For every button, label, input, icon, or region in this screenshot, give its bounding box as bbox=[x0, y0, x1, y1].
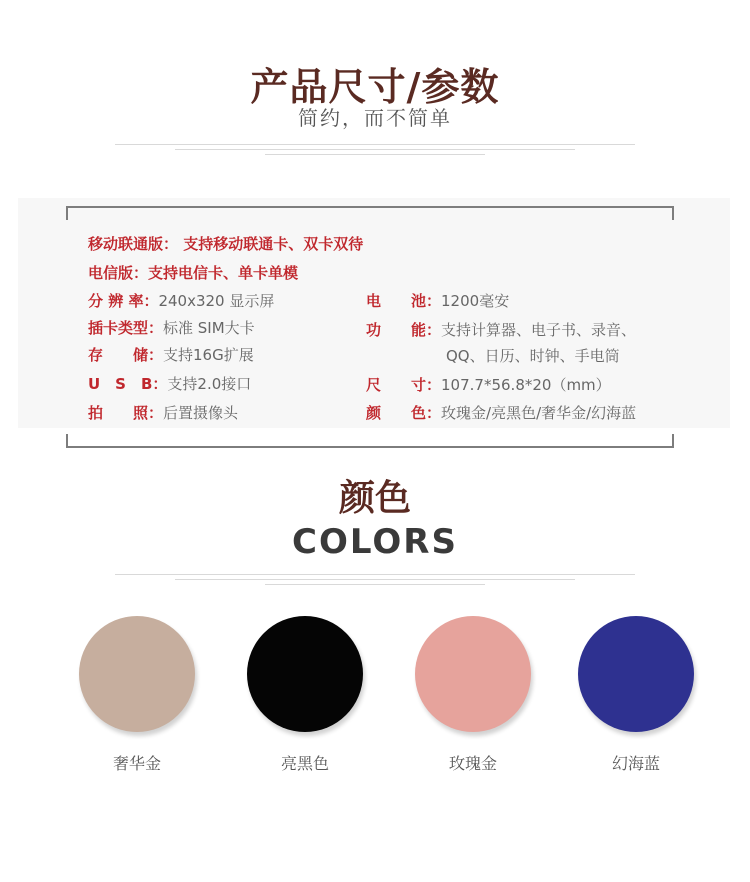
page-title: 产品尺寸/参数 bbox=[250, 64, 500, 109]
spec-row-usb bbox=[88, 373, 251, 394]
swatch-bright-black bbox=[247, 616, 363, 732]
spec-value: 107.7*56.8*20（mm） bbox=[441, 376, 611, 394]
decorative-text-lines bbox=[115, 142, 635, 160]
decorative-text-lines bbox=[115, 572, 635, 590]
swatch-fantasy-blue bbox=[578, 616, 694, 732]
swatch-label: 玫瑰金 bbox=[448, 754, 497, 773]
frame-corner-bottom-right bbox=[660, 434, 674, 448]
spec-value: 玫瑰金/亮黑色/奢华金/幻海蓝 bbox=[441, 404, 637, 422]
swatch-label: 幻海蓝 bbox=[611, 754, 660, 773]
page-subtitle: 简约，而不简单 bbox=[298, 106, 452, 130]
spec-row-color bbox=[366, 402, 636, 423]
frame-corner-top-left bbox=[66, 206, 80, 220]
spec-value: 1200毫安 bbox=[441, 292, 510, 310]
spec-value: 240x320 显示屏 bbox=[158, 292, 275, 310]
frame-bottom-line bbox=[66, 446, 674, 448]
spec-value: 支持16G扩展 bbox=[163, 346, 254, 364]
spec-row-functions-cont bbox=[446, 345, 620, 366]
spec-row-camera bbox=[88, 402, 238, 423]
spec-row-sim bbox=[88, 317, 255, 338]
colors-title-en: COLORS bbox=[292, 522, 458, 562]
spec-label: 分 辨 率： bbox=[88, 292, 159, 310]
spec-value: 支持2.0接口 bbox=[167, 375, 252, 393]
spec-label: 尺 寸： bbox=[366, 376, 442, 394]
spec-label: 电 池： bbox=[366, 292, 442, 310]
colors-title-cn: 颜色 bbox=[338, 477, 411, 519]
swatch-label: 亮黑色 bbox=[280, 754, 329, 773]
spec-row-battery bbox=[366, 290, 509, 311]
spec-value: QQ、日历、时钟、手电筒 bbox=[446, 347, 620, 365]
spec-value: 后置摄像头 bbox=[163, 404, 239, 422]
spec-version-telecom: 电信版：支持电信卡、单卡单模 bbox=[88, 264, 299, 282]
swatch-luxury-gold bbox=[79, 616, 195, 732]
spec-value: 支持计算器、电子书、录音、 bbox=[441, 321, 637, 339]
spec-label: 存 储： bbox=[88, 346, 164, 364]
swatch-label: 奢华金 bbox=[112, 754, 161, 773]
spec-label: 插卡类型： bbox=[88, 319, 164, 337]
spec-row-resolution bbox=[88, 290, 274, 311]
spec-label: 颜 色： bbox=[366, 404, 442, 422]
frame-corner-top-right bbox=[660, 206, 674, 220]
spec-row-storage bbox=[88, 344, 254, 365]
spec-value: 标准 SIM大卡 bbox=[163, 319, 255, 337]
swatch-rose-gold bbox=[415, 616, 531, 732]
spec-label: 拍 照： bbox=[88, 404, 164, 422]
frame-top-line bbox=[66, 206, 674, 208]
frame-corner-bottom-left bbox=[66, 434, 80, 448]
spec-row-functions bbox=[366, 319, 636, 340]
spec-row-size bbox=[366, 374, 611, 395]
spec-label: U S B： bbox=[88, 375, 168, 393]
spec-version-unicom: 移动联通版： 支持移动联通卡、双卡双待 bbox=[88, 235, 364, 253]
spec-label: 功 能： bbox=[366, 321, 442, 339]
